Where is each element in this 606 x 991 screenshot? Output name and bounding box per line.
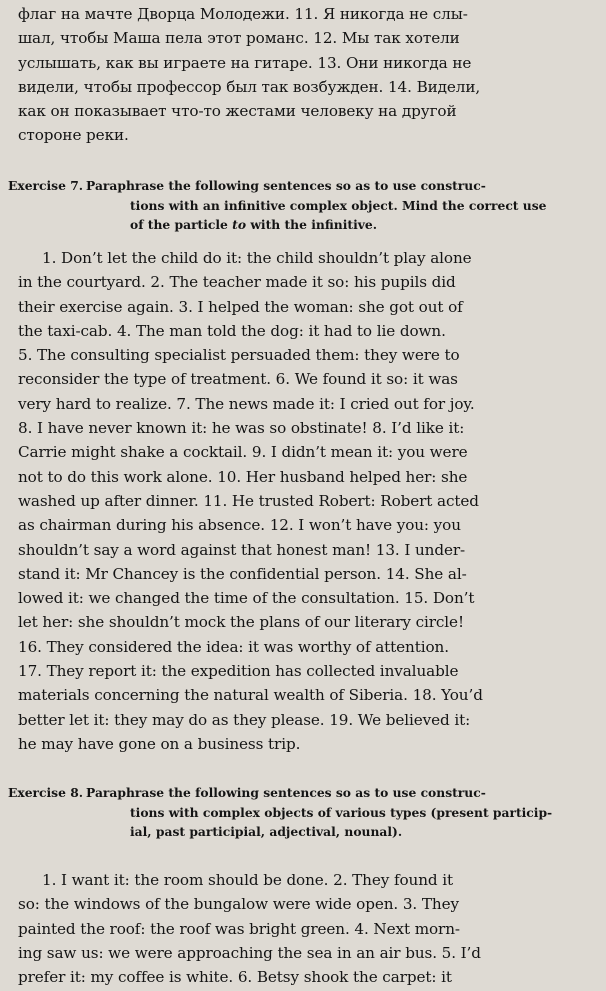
exercise-8-heading-line1 xyxy=(8,783,602,803)
text-line: in the courtyard. 2. The teacher made it so: his pupils did xyxy=(18,273,456,292)
text-line: washed up after dinner. 11. He trusted Robert: Robert acted xyxy=(18,491,479,510)
text-line: stand it: Mr Chancey is the confidential person. 14. She al- xyxy=(18,564,467,583)
text-line: let her: she shouldn’t mock the plans of our literary circle! xyxy=(18,613,464,632)
text-line: 16. They considered the idea: it was worthy of attention. xyxy=(18,637,449,656)
heading-italic-word: to xyxy=(232,217,247,232)
text-line: Carrie might shake a cocktail. 9. I didn’t mean it: you were xyxy=(18,443,468,462)
text-line: услышать, как вы играете на гитаре. 13. Они никогда не xyxy=(18,53,472,72)
heading-text: tions with an infinitive complex object. Mind the correct use xyxy=(130,197,547,213)
exercise-7-label: Exercise 7. xyxy=(8,178,84,193)
text-line: reconsider the type of treatment. 6. We found it so: it was xyxy=(18,370,458,389)
text-line: lowed it: we changed the time of the consultation. 15. Don’t xyxy=(18,589,475,608)
heading-text xyxy=(8,215,602,235)
text-line: видели, чтобы профессор был так возбужден. 14. Видели, xyxy=(18,77,481,96)
text-line: стороне реки. xyxy=(18,126,129,145)
text-line: 17. They report it: the expedition has collected invaluable xyxy=(18,662,459,681)
exercise-7-heading xyxy=(8,176,602,235)
text-line: as chairman during his absence. 12. I won’t have you: you xyxy=(18,516,461,535)
text-line: как он показывает что-то жестами человеку на другой xyxy=(18,102,457,121)
text-line: 1. Don’t let the child do it: the child shouldn’t play alone xyxy=(42,249,472,267)
heading-text: Paraphrase the following sentences so as to use construc- xyxy=(86,178,486,193)
heading-text-part: of the particle xyxy=(130,217,233,232)
heading-text-part: with the infinitive. xyxy=(246,217,377,232)
exercise-7-heading-line1 xyxy=(8,176,602,196)
text-line: 5. The consulting specialist persuaded them: they were to xyxy=(18,346,460,365)
text-line: materials concerning the natural wealth of Siberia. 18. You’d xyxy=(18,686,483,705)
exercise-8-body xyxy=(18,868,600,989)
text-line: better let it: they may do as they please. 19. We believed it: xyxy=(18,710,471,729)
exercise-8-heading xyxy=(8,783,602,842)
text-line: painted the roof: the roof was bright green. 4. Next morn- xyxy=(18,919,460,938)
text-line: флаг на мачте Дворца Молодежи. 11. Я никогда не слы- xyxy=(18,5,468,23)
text-line: not to do this work alone. 10. Her husband helped her: she xyxy=(18,467,468,486)
text-line: shouldn’t say a word against that honest man! 13. I under- xyxy=(18,540,466,559)
text-line: 8. I have never known it: he was so obstinate! 8. I’d like it: xyxy=(18,419,465,438)
text-line: the taxi-cab. 4. The man told the dog: it had to lie down. xyxy=(18,321,446,340)
heading-text: tions with complex objects of various types (present particip- xyxy=(130,804,553,820)
text-line: prefer it: my coffee is white. 6. Betsy shook the carpet: it xyxy=(18,968,452,987)
heading-text: ial, past participial, adjectival, nounal). xyxy=(130,824,403,839)
text-line: so: the windows of the bungalow were wide open. 3. They xyxy=(18,895,459,914)
text-line: very hard to realize. 7. The news made it: I cried out for joy. xyxy=(18,394,475,413)
text-line: ing saw us: we were approaching the sea in an air bus. 5. I’d xyxy=(18,943,481,962)
exercise-8-label: Exercise 8. xyxy=(8,785,84,800)
text-line: 1. I want it: the room should be done. 2. They found it xyxy=(42,871,453,889)
exercise-7-body xyxy=(18,246,600,756)
intro-paragraph xyxy=(18,2,600,148)
heading-text: Paraphrase the following sentences so as to use construc- xyxy=(86,785,486,800)
text-line: their exercise again. 3. I helped the woman: she got out of xyxy=(18,297,463,316)
text-line: he may have gone on a business trip. xyxy=(18,734,301,753)
text-line: шал, чтобы Маша пела этот романс. 12. Мы так хотели xyxy=(18,29,460,48)
